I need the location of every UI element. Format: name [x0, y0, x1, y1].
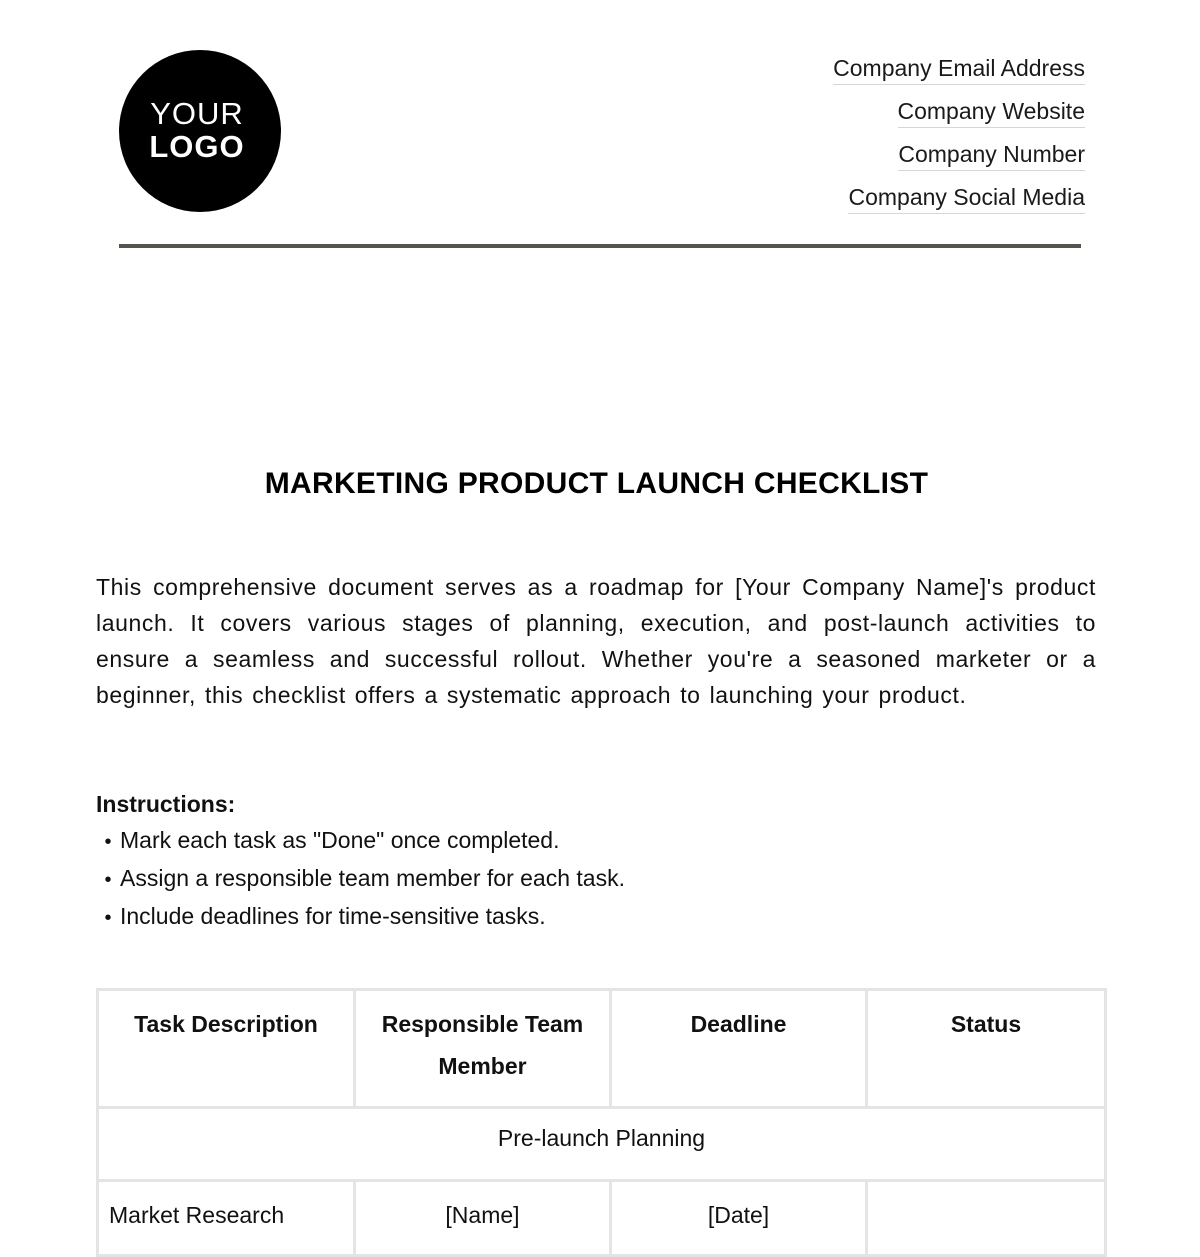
instruction-text: Include deadlines for time-sensitive tasks. [120, 903, 546, 929]
company-email-field[interactable]: Company Email Address [833, 53, 1085, 85]
column-header-task-description: Task Description [98, 990, 355, 1108]
bullet-icon: • [104, 831, 112, 853]
deadline-cell[interactable]: [Date] [611, 1181, 867, 1256]
company-social-media-field[interactable]: Company Social Media [848, 182, 1085, 214]
task-description-cell[interactable]: Market Research [98, 1181, 355, 1256]
checklist-table [96, 988, 1107, 1257]
status-cell[interactable] [867, 1181, 1106, 1256]
company-number-field[interactable]: Company Number [898, 139, 1085, 171]
table-header-row [98, 990, 1106, 1108]
header-divider [119, 244, 1081, 248]
list-item [96, 860, 625, 898]
instructions-list [96, 822, 625, 936]
instruction-text: Mark each task as "Done" once completed. [120, 827, 560, 853]
list-item [96, 898, 625, 936]
list-item [96, 822, 625, 860]
column-header-status: Status [867, 990, 1106, 1108]
column-header-responsible-team-member: Responsible Team Member [355, 990, 611, 1108]
logo-text-bottom: LOGO [149, 129, 245, 164]
bullet-icon: • [104, 869, 112, 891]
responsible-member-cell[interactable]: [Name] [355, 1181, 611, 1256]
column-header-deadline: Deadline [611, 990, 867, 1108]
logo-text-top: YOUR [150, 96, 244, 131]
intro-paragraph: This comprehensive document serves as a roadmap for [Your Company Name]'s product launch. It covers various stages of planning, execution, and post-launch activities to ensure a seamless and successful rollout. Whether you're a seasoned marketer or a beginner, this checklist offers a systematic approach to launching your product. [96, 574, 1096, 708]
instruction-text: Assign a responsible team member for each task. [120, 865, 625, 891]
section-title-pre-launch-planning: Pre-launch Planning [98, 1108, 1106, 1181]
company-contact-block [833, 53, 1085, 225]
document-title: MARKETING PRODUCT LAUNCH CHECKLIST [264, 467, 929, 500]
company-website-field[interactable]: Company Website [898, 96, 1086, 128]
bullet-icon: • [104, 907, 112, 929]
table-section-row [98, 1108, 1106, 1181]
company-logo [119, 50, 281, 212]
table-row [98, 1181, 1106, 1256]
instructions-heading: Instructions: [96, 791, 236, 817]
